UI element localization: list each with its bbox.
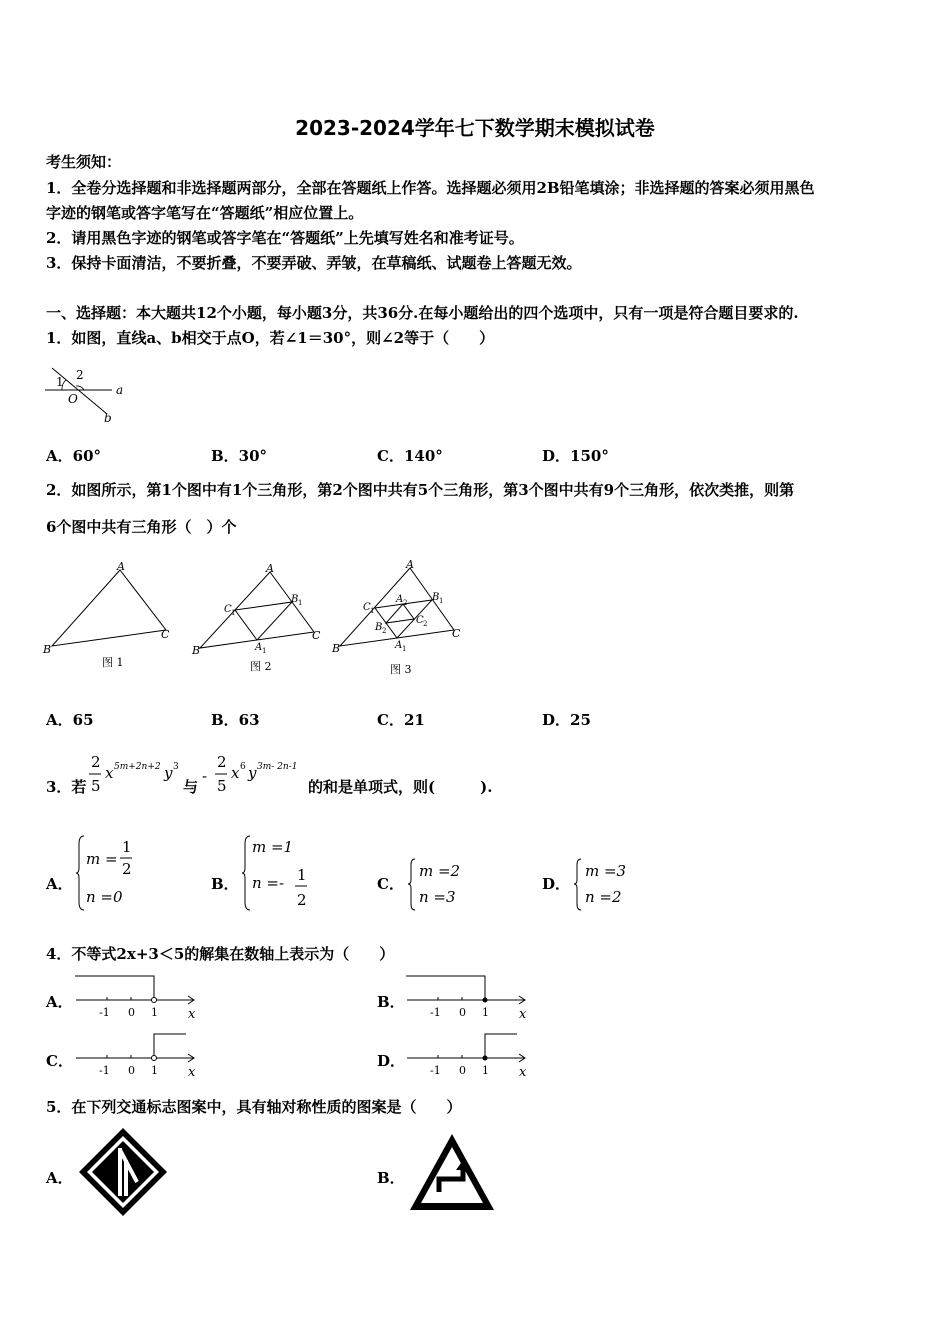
svg-text:m =: m = <box>86 850 118 868</box>
label-b: b <box>104 411 112 424</box>
svg-text:A: A <box>117 560 125 573</box>
q1-option-b[interactable]: B．30° <box>211 447 268 465</box>
svg-text:-1: -1 <box>99 1064 110 1077</box>
svg-text:2: 2 <box>423 620 428 628</box>
svg-text:0: 0 <box>128 1006 135 1019</box>
q2-option-d[interactable]: D．25 <box>542 711 591 729</box>
q2-fig-2 <box>191 562 321 673</box>
svg-text:n =-: n =- <box>252 874 285 892</box>
label-a: a <box>116 383 124 397</box>
q4-option-d-label[interactable]: D． <box>377 1052 406 1070</box>
svg-text:A: A <box>396 594 404 605</box>
svg-text:3: 3 <box>173 762 179 772</box>
svg-text:2: 2 <box>91 753 101 771</box>
svg-text:x: x <box>231 764 240 782</box>
svg-text:A: A <box>266 562 274 575</box>
svg-text:5: 5 <box>217 777 227 795</box>
svg-text:y: y <box>164 764 173 782</box>
q2-figures <box>40 558 480 683</box>
q1-option-d[interactable]: D．150° <box>542 447 609 465</box>
q3-prefix: 3．若 <box>46 778 87 796</box>
svg-text:n =0: n =0 <box>86 888 123 906</box>
q2-stem-a: 2．如图所示，第1个图中有1个三角形，第2个图中共有5个三角形，第3个图中共有9个三角形，依次类推，则第 <box>46 481 795 499</box>
svg-text:A: A <box>255 642 263 653</box>
q2-fig-3 <box>331 558 461 676</box>
svg-text:1: 1 <box>122 838 132 856</box>
svg-text:B: B <box>192 644 201 657</box>
notice-line-3: 3．保持卡面清洁，不要折叠，不要弄破、弄皱，在草稿纸、试题卷上答题无效。 <box>46 254 582 272</box>
svg-text:1: 1 <box>262 647 267 655</box>
svg-text:B: B <box>375 622 383 633</box>
svg-text:B: B <box>291 594 299 605</box>
notice-heading: 考生须知： <box>46 153 122 171</box>
svg-text:6: 6 <box>240 762 246 772</box>
q1-figure <box>42 362 132 424</box>
svg-text:1: 1 <box>482 1006 489 1019</box>
q3-option-b-label[interactable]: B． <box>211 875 239 893</box>
q4-stem: 4．不等式2x+3＜5的解集在数轴上表示为（ ） <box>46 945 395 963</box>
svg-text:1: 1 <box>402 645 407 653</box>
svg-text:-: - <box>202 767 208 785</box>
svg-text:1: 1 <box>297 866 307 884</box>
svg-text:1: 1 <box>231 609 236 617</box>
svg-text:A: A <box>406 558 414 571</box>
svg-text:x: x <box>105 764 114 782</box>
reverse-curve-sign-icon[interactable] <box>406 1130 498 1214</box>
svg-text:3m- 2n-1: 3m- 2n-1 <box>257 762 298 772</box>
q3-mid: 与 <box>183 778 199 796</box>
svg-text:C: C <box>312 629 321 642</box>
q3-suffix: 的和是单项式，则( ). <box>308 778 493 796</box>
svg-text:B: B <box>332 642 341 655</box>
svg-text:0: 0 <box>459 1064 466 1077</box>
svg-text:A: A <box>395 640 403 651</box>
svg-text:B: B <box>43 643 52 656</box>
label-2: 2 <box>76 368 84 382</box>
svg-text:2: 2 <box>122 860 132 878</box>
q2-option-b[interactable]: B．63 <box>211 711 260 729</box>
merge-road-sign-icon[interactable] <box>76 1126 170 1218</box>
svg-text:-1: -1 <box>99 1006 110 1019</box>
q5-option-b-label[interactable]: B． <box>377 1169 405 1187</box>
caption-fig-2: 图 2 <box>250 660 272 673</box>
label-O: O <box>68 392 78 406</box>
svg-text:-1: -1 <box>430 1006 441 1019</box>
svg-text:C: C <box>452 627 461 640</box>
q2-option-c[interactable]: C．21 <box>377 711 425 729</box>
q4-option-d-numberline[interactable] <box>403 1028 538 1082</box>
caption-fig-1: 图 1 <box>102 656 124 669</box>
label-1: 1 <box>56 375 64 389</box>
svg-text:2: 2 <box>217 753 227 771</box>
svg-text:1: 1 <box>370 607 375 615</box>
q4-option-b-label[interactable]: B． <box>377 993 405 1011</box>
svg-text:x: x <box>188 1007 196 1022</box>
q5-stem: 5．在下列交通标志图案中，具有轴对称性质的图案是（ ） <box>46 1098 462 1116</box>
q2-option-a[interactable]: A．65 <box>46 711 94 729</box>
svg-text:1: 1 <box>298 599 303 607</box>
svg-text:C: C <box>416 615 424 626</box>
q3-option-c-label[interactable]: C． <box>377 875 404 893</box>
notice-line-2: 2．请用黑色字迹的钢笔或答字笔在“答题纸”上先填写姓名和准考证号。 <box>46 229 524 247</box>
svg-text:0: 0 <box>128 1064 135 1077</box>
notice-line-1a: 1．全卷分选择题和非选择题两部分，全部在答题纸上作答。选择题必须用2B铅笔填涂；非选择题的答案必须用黑色 <box>46 179 815 197</box>
svg-text:1: 1 <box>151 1006 158 1019</box>
q1-option-a[interactable]: A．60° <box>46 447 102 465</box>
svg-text:C: C <box>363 602 371 613</box>
q4-option-a-label[interactable]: A． <box>46 993 73 1011</box>
svg-text:m =2: m =2 <box>419 862 461 880</box>
q4-option-a-numberline[interactable] <box>72 970 207 1024</box>
svg-text:5: 5 <box>91 777 101 795</box>
q3-option-c-system[interactable] <box>407 856 477 914</box>
svg-text:x: x <box>519 1065 527 1080</box>
svg-text:2: 2 <box>297 891 307 909</box>
section-1-heading: 一、选择题：本大题共12个小题，每小题3分，共36分.在每小题给出的四个选项中，只有一项是符合题目要求的. <box>46 304 799 322</box>
svg-text:m =3: m =3 <box>585 862 627 880</box>
q3-option-d-label[interactable]: D． <box>542 875 571 893</box>
svg-text:n =3: n =3 <box>419 888 456 906</box>
svg-text:m =1: m =1 <box>252 838 294 856</box>
q1-option-c[interactable]: C．140° <box>377 447 443 465</box>
q5-option-a-label[interactable]: A． <box>46 1169 73 1187</box>
q3-option-b-system[interactable] <box>242 832 322 914</box>
q4-option-c-numberline[interactable] <box>72 1028 207 1082</box>
svg-text:x: x <box>519 1007 527 1022</box>
q3-option-a-system[interactable] <box>76 832 156 914</box>
q2-stem-b: 6个图中共有三角形（ ）个 <box>46 518 237 536</box>
svg-text:0: 0 <box>459 1006 466 1019</box>
q4-option-c-label[interactable]: C． <box>46 1052 73 1070</box>
svg-text:1: 1 <box>439 597 444 605</box>
q4-option-b-numberline[interactable] <box>403 970 538 1024</box>
q3-option-d-system[interactable] <box>573 856 643 914</box>
svg-text:C: C <box>224 604 232 615</box>
q1-stem: 1．如图，直线a、b相交于点O，若∠1＝30°，则∠2等于（ ） <box>46 329 495 347</box>
svg-text:-1: -1 <box>430 1064 441 1077</box>
svg-text:x: x <box>188 1065 196 1080</box>
svg-text:2: 2 <box>382 627 387 635</box>
notice-line-1b: 字迹的钢笔或答字笔写在“答题纸”相应位置上。 <box>46 204 364 222</box>
svg-text:C: C <box>161 628 170 641</box>
svg-text:y: y <box>248 764 257 782</box>
q3-option-a-label[interactable]: A． <box>46 875 73 893</box>
svg-text:1: 1 <box>151 1064 158 1077</box>
svg-text:5m+2n+2: 5m+2n+2 <box>114 762 161 772</box>
svg-text:2: 2 <box>403 599 408 607</box>
q2-fig-1 <box>42 560 170 669</box>
svg-text:B: B <box>432 592 440 603</box>
svg-text:1: 1 <box>482 1064 489 1077</box>
svg-text:n =2: n =2 <box>585 888 622 906</box>
page-title: 2023-2024学年七下数学期末模拟试卷 <box>295 116 655 140</box>
caption-fig-3: 图 3 <box>390 663 412 676</box>
